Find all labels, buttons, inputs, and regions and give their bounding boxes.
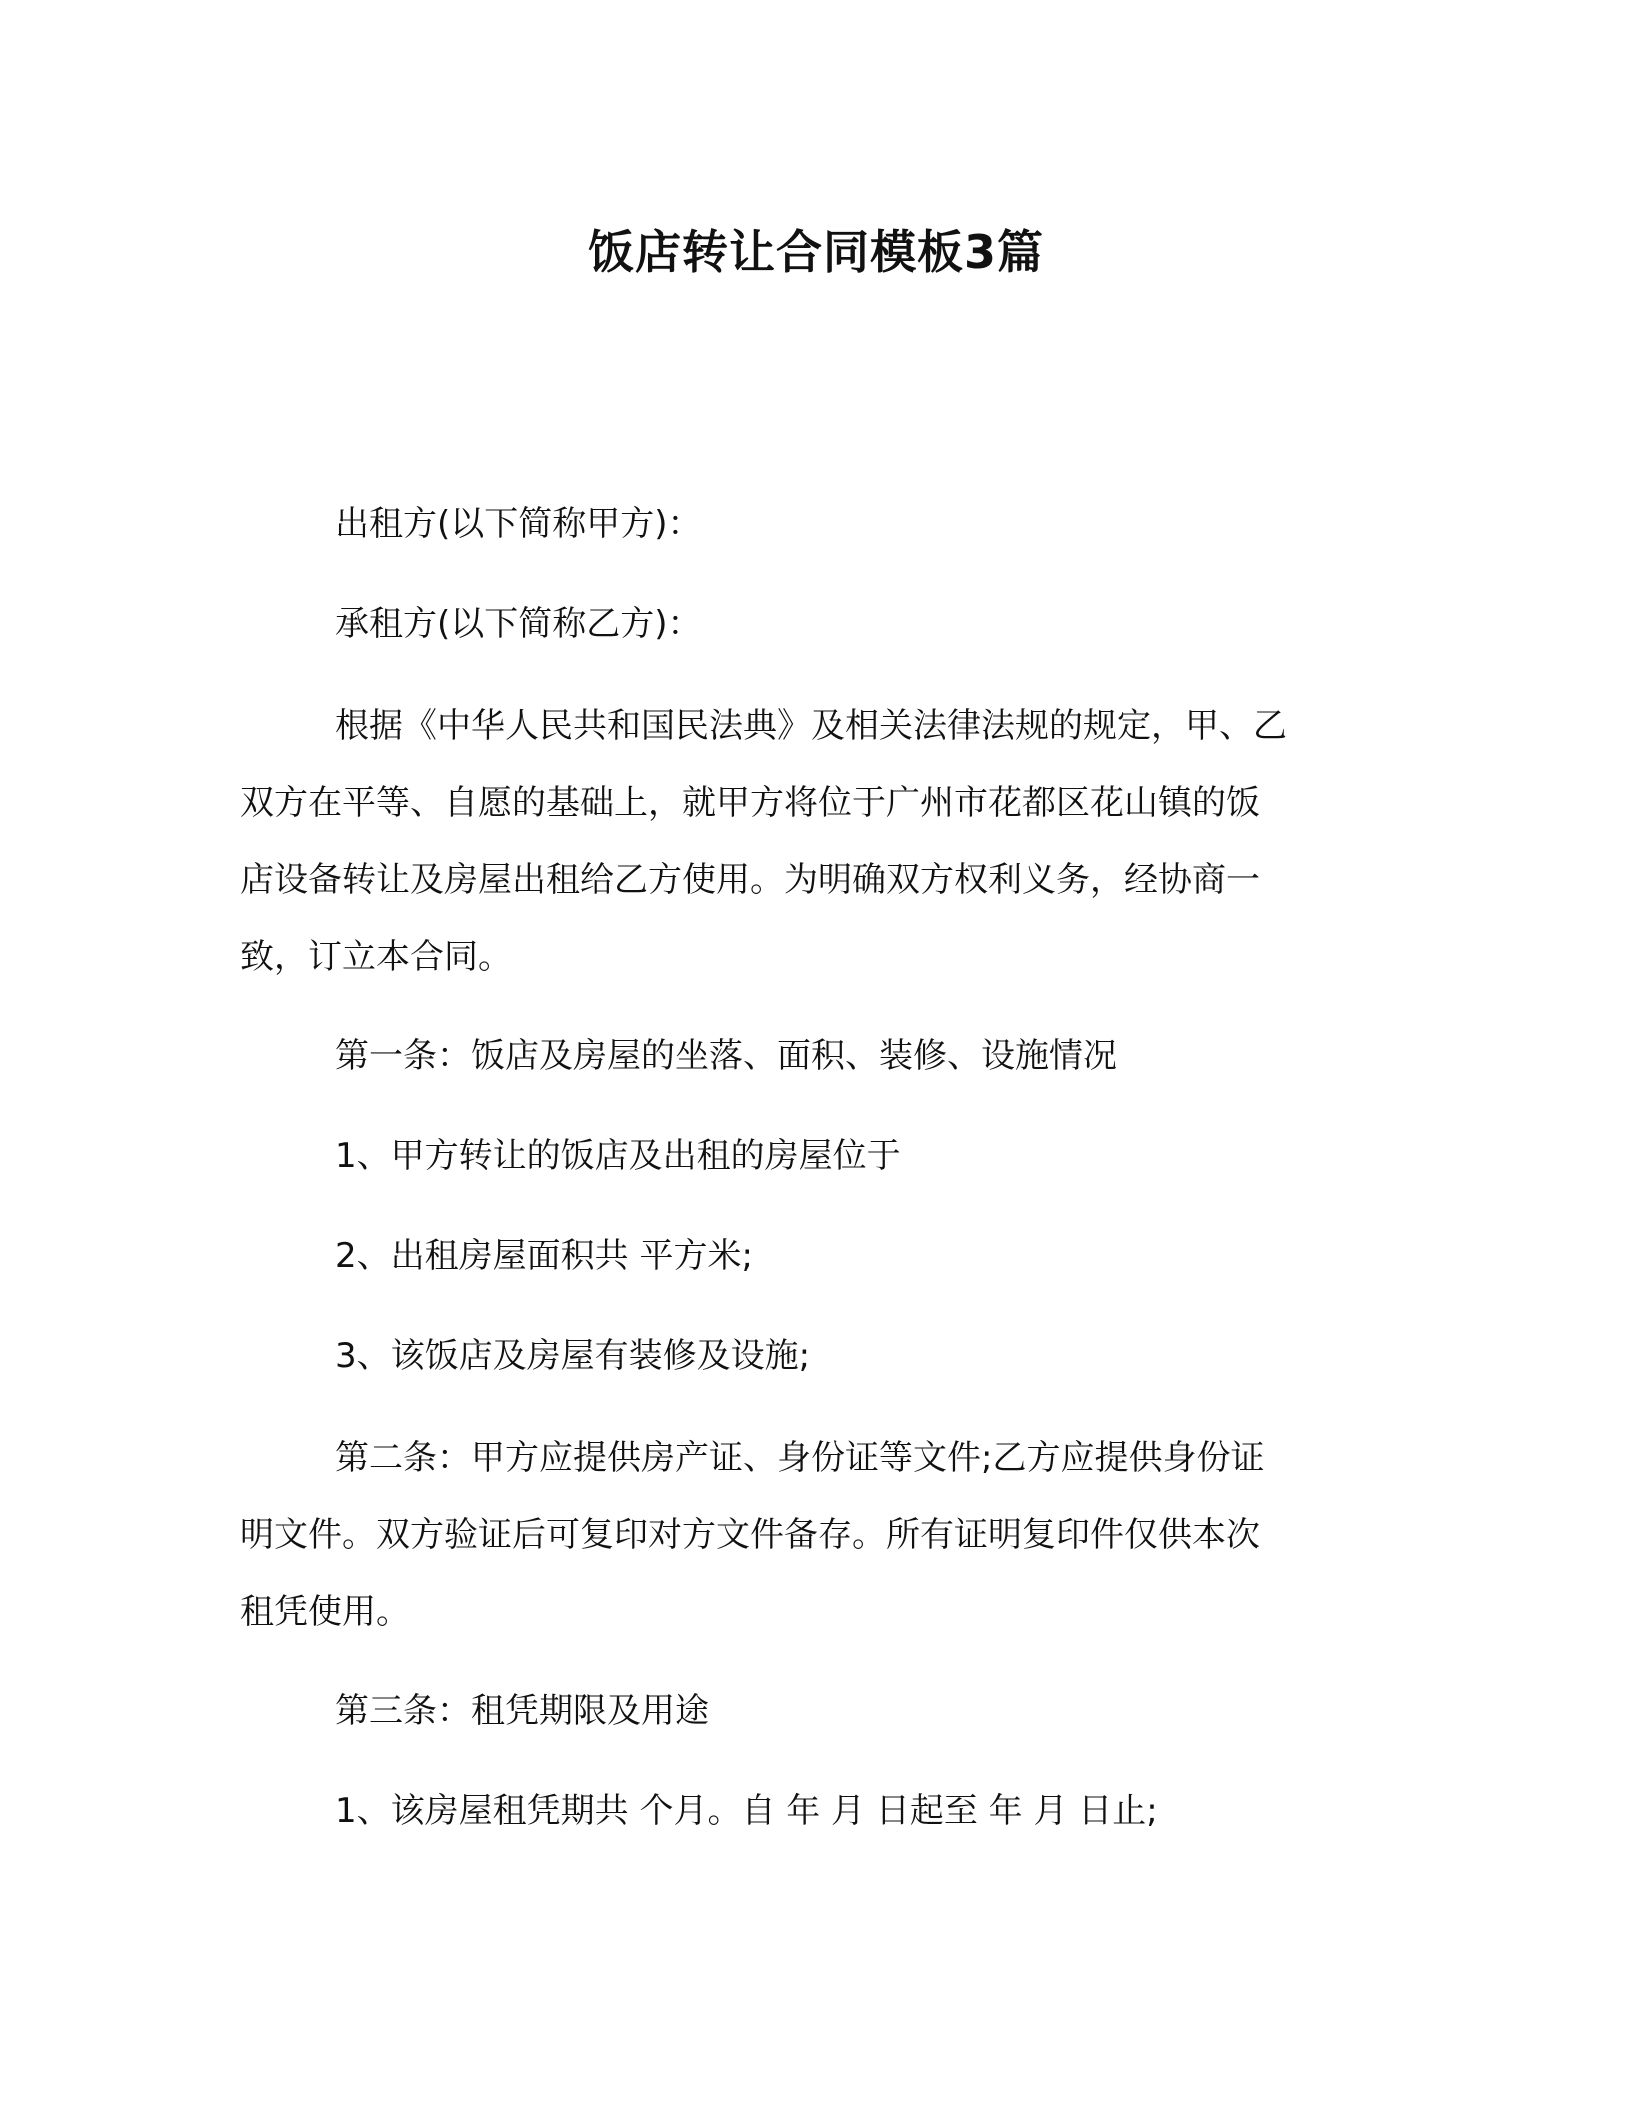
- document-title: 饭店转让合同模板3篇: [587, 225, 1044, 279]
- article3-item: 1、该房屋租凭期共 个月。自 年 月 日起至 年 月 日止;: [335, 1791, 1158, 1831]
- article3-heading: 第三条：租凭期限及用途: [335, 1691, 709, 1731]
- article2-line: 第二条：甲方应提供房产证、身份证等文件;乙方应提供身份证: [335, 1438, 1265, 1478]
- article2-line: 租凭使用。: [240, 1592, 410, 1632]
- intro-line: 双方在平等、自愿的基础上，就甲方将位于广州市花都区花山镇的饭: [240, 783, 1260, 823]
- article2-paragraph: [240, 1420, 1390, 1651]
- intro-line: 店设备转让及房屋出租给乙方使用。为明确双方权利义务，经协商一: [240, 860, 1260, 900]
- article1-heading: 第一条：饭店及房屋的坐落、面积、装修、设施情况: [335, 1036, 1117, 1076]
- intro-line: 根据《中华人民共和国民法典》及相关法律法规的规定，甲、乙: [335, 706, 1287, 746]
- lessor-line: 出租方(以下简称甲方)：: [335, 504, 702, 544]
- article1-item: 3、该饭店及房屋有装修及设施;: [335, 1336, 811, 1376]
- article2-line: 明文件。双方验证后可复印对方文件备存。所有证明复印件仅供本次: [240, 1515, 1260, 1555]
- lessee-line: 承租方(以下简称乙方)：: [335, 604, 702, 644]
- intro-paragraph: [240, 688, 1390, 996]
- intro-line: 致，订立本合同。: [240, 937, 512, 977]
- article1-item: 1、甲方转让的饭店及出租的房屋位于: [335, 1136, 901, 1176]
- article1-item: 2、出租房屋面积共 平方米;: [335, 1236, 753, 1276]
